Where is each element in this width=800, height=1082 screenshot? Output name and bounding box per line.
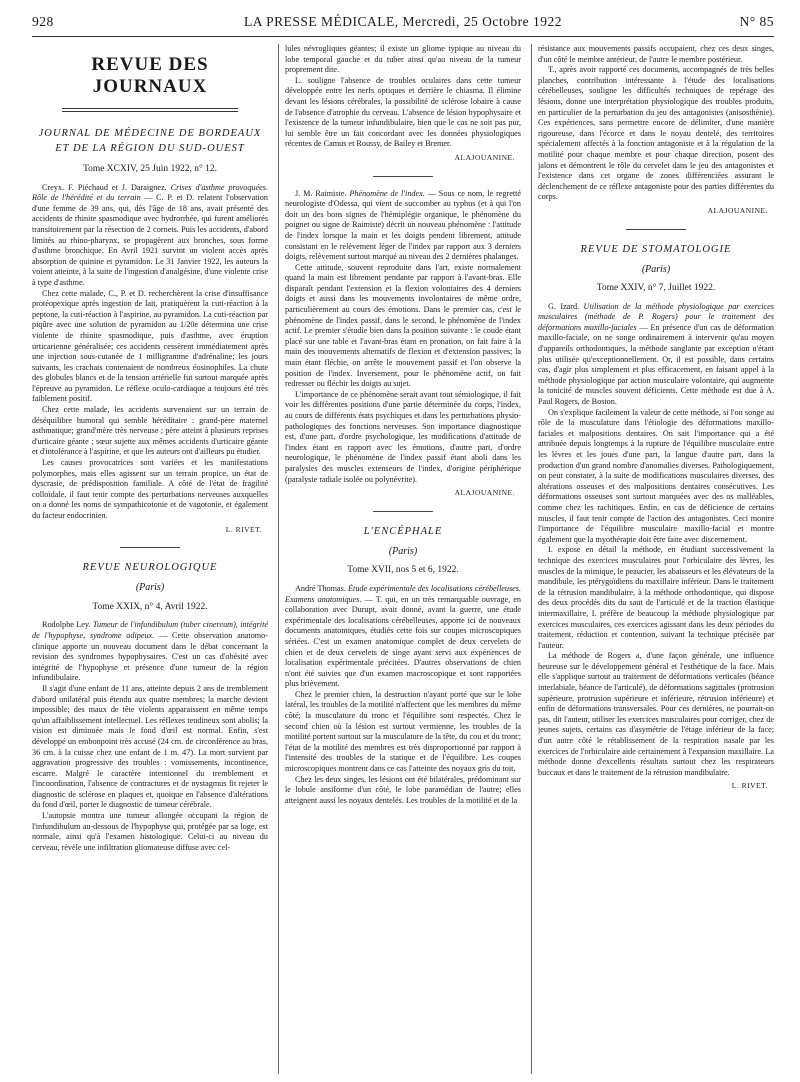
article-authors: J. M. Raimiste. — [295, 188, 347, 198]
article-title: Phénomène de l'index. — [349, 188, 425, 198]
article-paragraph: Il s'agit d'une enfant de 11 ans, atteinte depuis 2 ans de tremblement d'abord unilatéral puis étendu aux quatre membres; la marche devient impossible; des maux de tête violents apparaissent en même temps qu'un affaiblissement intellectuel. Les réflexes tendineux sont abolis; la vision est diminuée mais le fond d'œil est normal. Enfin, s'est développé un embonpoint très accusé (24 cm. de circonférence au bras, 36 cm. à la cuisse chez une enfant de 1 m. 47). La mort survient par aggravation progressive des troubles : vomissements, incontinence, escarre. Malgré le caractère intentionnel du tremblement et l'incoordination, l'absence de contractures et de nystagmus fit rejeter le diagnostic de sclérose en plaques et, quoique en l'absence d'altérations du fond d'œil, porter le diagnostic de tumeur cérébrale. — [32, 683, 268, 810]
journal-title: LA PRESSE MÉDICALE, Mercredi, 25 Octobre 1922 — [244, 14, 562, 29]
page-number: 928 — [32, 14, 54, 29]
article-paragraph: Cette attitude, souvent reproduite dans l'art, existe normalement quand la main est librement pendante par rapport à l'avant-bras. Elle disparaît pendant l'extension et la flexion volontaires des 4 derniers doigts et aussi dans les mouvements involontaires de même ordre, particulièrement au cours des émotions. Dans le premier cas, c'est le phénomène de l'index passif, dans le second, le phénomène de l'index actif. Le premier s'étudie bien dans la position suivante : le coude étant placé sur une table et l'avant-bras étant en pronation, on fait faire à la main des mouvements alternatifs de flexion et d'extension passives; la main étant fléchie, on arrête le mouvement passif et l'on observe la position de l'index. Inversement, pour le phénomène actif, on fait redresser ou fléchir les doigts au sujet. — [285, 262, 521, 389]
article-text: — T. qui, en un très remarquable ouvrage, en collaboration avec Durupt, avait donné, avant la guerre, une étude expérimentale des localisations cérébelleuses, apporte ici de nouveaux documents anatomiques, étudiés cette fois sur coupes microscopiques sériées. C'est un examen anatomique complet de deux cervelets de chien et de deux cervelets de singe ayant servi aux expériences de localisation expérimentale précitées. D'autres observations de chien n'ont été suivies que d'un examen macroscopique et sont rapportées plus brièvement. — [285, 594, 521, 689]
section-title-neurologique: REVUE NEUROLOGIQUE — [82, 562, 218, 574]
section-tome-encephale: Tome XVII, nos 5 et 6, 1922. — [347, 565, 459, 576]
signature: ALAJOUANINE. — [454, 152, 515, 162]
signature: L. RIVET. — [225, 524, 262, 534]
revue-title: REVUE DES JOURNAUX — [91, 54, 209, 97]
article-paragraph — [32, 620, 268, 684]
signature: ALAJOUANINE. — [454, 488, 515, 498]
column-divider-right — [531, 44, 532, 1074]
article-text: — Cette observation anatomo-clinique apporte un nouveau document dans le débat concernant la revision des syndromes hypophysaires. C'est un cas d'obésité avec intégrité de l'hypophyse et présence d'une tumeur de la région infundibulaire. — [32, 630, 268, 683]
article-paragraph — [285, 584, 521, 690]
article-paragraph: L. souligne l'absence de troubles oculaires dans cette tumeur développée entre les nerfs optiques et derrière le chiasma. Il élimine devant les lésions cérébrales, la possibilité de sclérose lobaire à cause de l'absence d'atrophie du cerveau. L'absence de lésion hypophysaire et l'existence de la tumeur infundibulaire, bien que le cas ne soit pas pur, lui semble être un fait concordant avec les données physiologiques récentes de Camus et Roussy, de Bailey et Bremer. — [285, 75, 521, 149]
section-title-bordeaux: JOURNAL DE MÉDECINE DE BORDEAUX ET DE LA RÉGION DU SUD-OUEST — [38, 128, 262, 154]
article-authors: Rodolphe Ley. — [42, 620, 91, 630]
section-title-stomatologie: REVUE DE STOMATOLOGIE — [580, 243, 732, 255]
article-paragraph: Chez les deux singes, les lésions ont été bilatérales, prédominant sur le lobule ansiforme d'un côté, le lobe paramédian de l'autre; elles atteignent aussi les noyaux dentelés. Les troubles de la motilité et de la — [285, 774, 521, 805]
article-authors: G. Izard. — [548, 301, 580, 311]
section-tome-stomatologie: Tome XXIV, n° 7, Juillet 1922. — [596, 283, 716, 294]
section-location: (Paris) — [135, 582, 165, 594]
section-location: (Paris) — [641, 263, 671, 275]
article-title: Tumeur de l'infundibulum (tuber cinereum), intégrité de l'hypophyse, syndrome adipeux. — [32, 620, 268, 640]
section-tome-neurologique: Tome XXIX, n° 4, Avril 1922. — [92, 601, 208, 612]
article-paragraph: résistance aux mouvements passifs occupaient, chez ces deux singes, d'un côté le membre antérieur, de l'autre le membre postérieur. — [538, 44, 774, 64]
section-separator — [373, 511, 433, 512]
article-text: — Sous ce nom, le regretté neurologiste d'Odessa, qui vient de succomber au typhus (et à qui l'on doit un des bons signes de l'hémiplégie organique, le phénomène du poignet ou signe de Raimiste) décrit un nouveau phénomène : l'attitude de l'index lorsque la main et les doigts pendent librement, attitude consistant en le relèvement léger de l'index par rapport aux 3 derniers doigts, relèvement surtout marqué au niveau des 2 dernières phalanges. — [285, 188, 521, 262]
header-rule — [32, 36, 774, 37]
article-authors: Creyx. F. Piéchaud et J. Daraignez. — [42, 182, 167, 192]
article-paragraph — [32, 183, 268, 289]
column-middle — [285, 44, 521, 1074]
signature: ALAJOUANINE. — [707, 205, 768, 215]
column-divider-left — [278, 44, 279, 1074]
section-separator — [626, 229, 686, 230]
article-paragraph: L'autopsie montra une tumeur allongée occupant la région de l'infundibulum au-dessous de l'hypophyse qui, protégée par sa loge, est normale, ainsi qu'à l'examen histologique. Celui-ci au niveau du cerveau, révèle une infiltration gliomateuse diffuse avec cel- — [32, 811, 268, 852]
column-right — [538, 44, 774, 1074]
article-paragraph: Chez le premier chien, la destruction n'ayant porté que sur le lobe latéral, les troubles de la motilité n'affectent que les membres du même côté; la musculature du tronc et l'équilibre sont respectés. Chez le second chien où la lésion est surtout vermienne, les troubles de la motilité portent surtout sur la musculature de la tête, du cou et du tronc; l'état de la motilité des membres est très disproportionné par rapport à l'intensité des troubles de la statique et de l'équilibre. Les coupes microscopiques montrent dans ce cas l'atteinte des noyaux gris du toit. — [285, 689, 521, 774]
article-authors: André Thomas. — [295, 583, 346, 593]
page-header — [32, 12, 774, 32]
section-separator — [120, 547, 180, 548]
article-text: — En présence d'un cas de déformation maxillo-faciale, on ne songe ordinairement à intervenir qu'au moyen d'appareils orthodontiques, la méthode sanglante par exception n'étant plus utilisée qu'exceptionnellement. Or, il est possible, dans certains cas, d'agir plus simplement et plus efficacement, en faisant appel à la méthode physiologique par action musculaire volontaire, qui augmente la tonicité de muscles souvent déficients. Cette méthode est due à A. Paul Rogers, de Boston. — [538, 322, 774, 407]
article-title: Crises d'asthme provoquées. Rôle de l'hérédité et du terrain — [32, 182, 268, 203]
article-paragraph — [538, 302, 774, 408]
article-paragraph: On s'explique facilement la valeur de cette méthode, si l'on songe au rôle de la musculature dans l'étiologie des déformations maxillo-faciales et malpositions dentaires. On sait l'importance qui a été attribuée depuis longtemps à la rupture de l'équilibre musculaire entre les lèvres et les joues d'une part, la langue d'autre part, dans la production d'un grand nombre d'anomalies diverses. Pathologiquement, on peut constater, à la suite de modifications musculaires diverses, des altérations osseuses et des malpositions dentaires consécutives. Les déformations osseuses sont surtout marquées avec des os malléables, comme chez les rachitiques. Enfin, en cas de déficience de certains muscles, il faut tenir compte de l'action des antagonistes. Ceci montre l'importance de l'équilibre musculaire maxillo-facial et montre également que la myothérapie doit être faite avec discernement. — [538, 407, 774, 544]
article-paragraph: Chez cette malade, C., P. et D. recherchèrent la crise d'insuffisance protéopexique après ingestion de lait, pratiquèrent la cuti-réaction à la peptone, la cuti-réaction à l'aspirine, au pyramidon. La cuti-réaction par piqûre avec une solution de pyramidon au 1/20e détermina une crise violente de rhinite spasmodique, puis d'asthme, avec éruption urticarienne généralisée; ces accidents cessèrent immédiatement après une injection sous-cutanée de 1 milligramme d'adrénaline; les jours suivants, les crachats contenaient de nombreux éosinophiles. La chute des globules blancs et de la tension artérielle fut surtout marquée après l'épreuve au pyramidon. Le réflexe oculo-cardiaque a toujours été très faiblement positif. — [32, 288, 268, 404]
section-separator — [373, 176, 433, 177]
article-title: Utilisation de la méthode physiologique par exercices musculaires (méthode de P. Rogers) pour le traitement des déformations maxillo-faciales — [538, 301, 774, 332]
issue-number: N° 85 — [739, 14, 774, 29]
article-paragraph: T., après avoir rapporté ces documents, accompagnés de très belles planches, contribution intéressante à l'étude des localisations cérébelleuses, souligne les difficultés techniques de repérage des lésions, donne une interprétation physiologique des troubles produits, en particulier de la perturbation du jeu des antagonistes (anisosthénie). Ces expériences, sans permettre encore de délimiter, d'une manière rigoureuse, dans l'écorce et dans le noyau dentelé, des territoires spécialement affectés à la fonction antagoniste et à la régulation de la motilité pour chaque membre et pour chaque direction, posent des jalons et démontrent le rôle du cervelet dans le jeu des antagonistes et l'existence dans cet organe de zones différenciées assurant le déclenchement de ce réflexe antagoniste pour des parties différentes du corps. — [538, 65, 774, 202]
article-title: Étude expérimentale des localisations cérébelleuses. Examens anatomiques. — [285, 583, 521, 604]
article-paragraph — [285, 189, 521, 263]
article-paragraph: lules névrogliques géantes; il existe un gliome typique au niveau du lobe temporal gauche et du tuber ainsi qu'au niveau de la tumeur proprement dite. — [285, 44, 521, 75]
section-location: (Paris) — [388, 545, 418, 557]
article-paragraph: I. expose en détail la méthode, en étudiant successivement la technique des exercices musculaires pour l'orbiculaire des lèvres, les muscles de la mimique, le peaucier, les abaisseurs et les élévateurs de la mandibule, les ptérygoïdiens du maxillaire inférieur. Dans le traitement de la rétrusion mandibulaire, à la méthode orthodontique, qui dispose des deux procédés dits du saut de l'articulé et de la traction élastique intermaxillaire, I. préfère de beaucoup la méthode physiologique par exercices musculaires, ces exercices agissant dans les deux périodes du traitement, réduction et contention, suivant la technique précisée par l'auteur. — [538, 545, 774, 650]
column-left — [32, 44, 268, 1074]
article-paragraph: L'importance de ce phénomène serait avant tout sémiologique, il fait voir les différentes positions d'une partie déterminée du corps, l'index, au cours de différents états psychiques et dans les perturbations physio-pathologiques des fonctions nerveuses. Son importance diagnostique est, d'une part, d'ordre psychologique, les modifications d'attitude de l'index étant en rapport avec les émotions, d'autre part, d'ordre neurologique, le phénomène de l'index passif étant aboli dans les paralysies des muscles extenseurs de l'index, d'origine périphérique (paralysie radiale isolée ou polynévrite). — [285, 389, 521, 484]
article-paragraph: La méthode de Rogers a, d'une façon générale, une influence heureuse sur le développement général et l'esthétique de la face. Mais elle s'applique surtout au traitement de déformations verticales (béance interlabiale, béance de l'articulé), de déformations sagittales (protrusion supérieure, protrusion supérieure et inférieure, rétrusion inférieure) et enfin de déformations transversales. Pour ces dernières, ne pourrait-on pas, dit l'auteur, utiliser les exercices musculaires pour corriger, chez de jeunes sujets, certains cas d'asymétrie de l'étage inférieur de la face; d'un autre côté le rétablissement de la respiration nasale par les exercices de l'orbiculaire aide certainement à l'expansion maxillaire. La méthode donne d'excellents résultats surtout chez les respirateurs buccaux et dans le traitement de la rétrusion mandibulaire. — [538, 651, 774, 777]
article-paragraph: Chez cette malade, les accidents survenaient sur un terrain de déséquilibre humoral qui semble héréditaire : grand-père maternel asthmatique; grand'mère très nerveuse ; père atteint à plusieurs reprises d'urticaire géante ; sœur sujette aux mêmes accidents d'urticaire géante et d'intolérance à l'aspirine, et que les auteurs ont d'ailleurs pu étudier. — [32, 405, 268, 457]
article-paragraph: Les causes provocatrices sont variées et les manifestations polymorphes, mais elles agissent sur un terrain propice, un état de dyscrasie, de prédisposition familiale. A côté de l'état de fragilité colloïdale, il faut tenir compte des perturbations nerveuses auxquelles on a donné les noms de sympathicotonie et de vagotonie, et également du facteur endocrinien. — [32, 458, 268, 520]
title-double-rule — [62, 108, 238, 112]
section-tome-bordeaux: Tome XCXIV, 25 Juin 1922, n° 12. — [82, 164, 218, 174]
article-text: — C. P. et D. relatent l'observation d'une femme de 39 ans, qui, dès l'âge de 18 ans, avait présenté des accidents de rhinite spasmodique avec hydrorrhée, qui furent améliorés transitoirement par la résection de 2 cornets. Puis les accidents, d'abord limités au rhino-pharynx, se propagèrent aux bronches, sous forme d'asthme bronchique. En Avril 1921 survint un violent accès après absorption de quinine et pyramidon. Le 31 Janvier 1922, les auteurs la voient atteinte, à la suite de l'ingestion d'analgésine, d'une violente crise à type d'asthme. — [32, 193, 268, 287]
section-title-encephale: L'ENCÉPHALE — [363, 525, 443, 537]
signature: L. RIVET. — [731, 781, 768, 791]
